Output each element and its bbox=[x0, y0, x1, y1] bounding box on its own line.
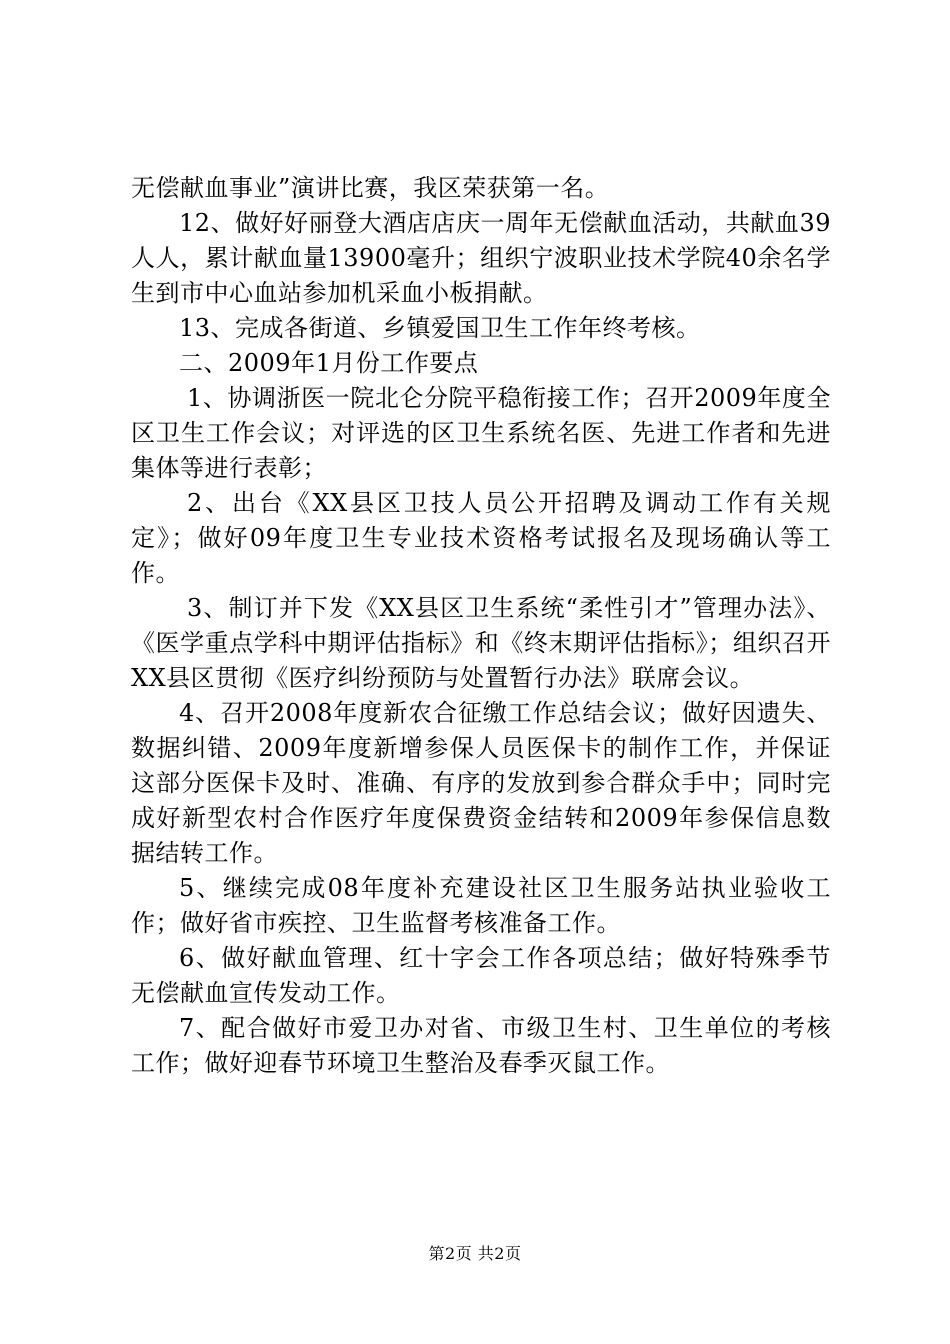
page-footer bbox=[0, 1243, 950, 1265]
paragraph-point-5: 5、继续完成08年度补充建设社区卫生服务站执业验收工作；做好省市疾控、卫生监督考核准备工作。 bbox=[131, 874, 831, 937]
section-heading: 二、2009年1月份工作要点 bbox=[179, 349, 479, 377]
paragraph-point-3: 3、制订并下发《XX县区卫生系统“柔性引才”管理办法》、《医学重点学科中期评估指标》和《终末期评估指标》；组织召开XX县区贯彻《医疗纠纷预防与处置暂行办法》联席会议。 bbox=[131, 594, 831, 692]
paragraph-item-13: 13、完成各街道、乡镇爱国卫生工作年终考核。 bbox=[179, 314, 701, 342]
paragraph-item-12: 12、做好好丽登大酒店店庆一周年无偿献血活动，共献血39人人，累计献血量13900毫升；组织宁波职业技术学院40余名学生到市中心血站参加机采血小板捐献。 bbox=[131, 209, 831, 307]
paragraph-point-7: 7、配合做好市爱卫办对省、市级卫生村、卫生单位的考核工作；做好迎春节环境卫生整治及春季灭鼠工作。 bbox=[131, 1014, 831, 1077]
page-number: 第2页 共2页 bbox=[428, 1244, 522, 1263]
paragraph-point-2: 2、出台《XX县区卫技人员公开招聘及调动工作有关规定》；做好09年度卫生专业技术资格考试报名及现场确认等工作。 bbox=[131, 489, 831, 587]
paragraph-point-1: 1、协调浙医一院北仑分院平稳衔接工作；召开2009年度全区卫生工作会议；对评选的区卫生系统名医、先进工作者和先进集体等进行表彰； bbox=[131, 384, 831, 482]
paragraph-continuation: 无偿献血事业”演讲比赛，我区荣获第一名。 bbox=[131, 174, 610, 202]
paragraph-point-4: 4、召开2008年度新农合征缴工作总结会议；做好因遗失、数据纠错、2009年度新增参保人员医保卡的制作工作，并保证这部分医保卡及时、准确、有序的发放到参合群众手中；同时完成好新型农村合作医疗年度保费资金结转和2009年参保信息数据结转工作。 bbox=[131, 699, 831, 867]
paragraph-point-6: 6、做好献血管理、红十字会工作各项总结；做好特殊季节无偿献血宣传发动工作。 bbox=[131, 944, 831, 1007]
document-body bbox=[131, 171, 831, 1081]
